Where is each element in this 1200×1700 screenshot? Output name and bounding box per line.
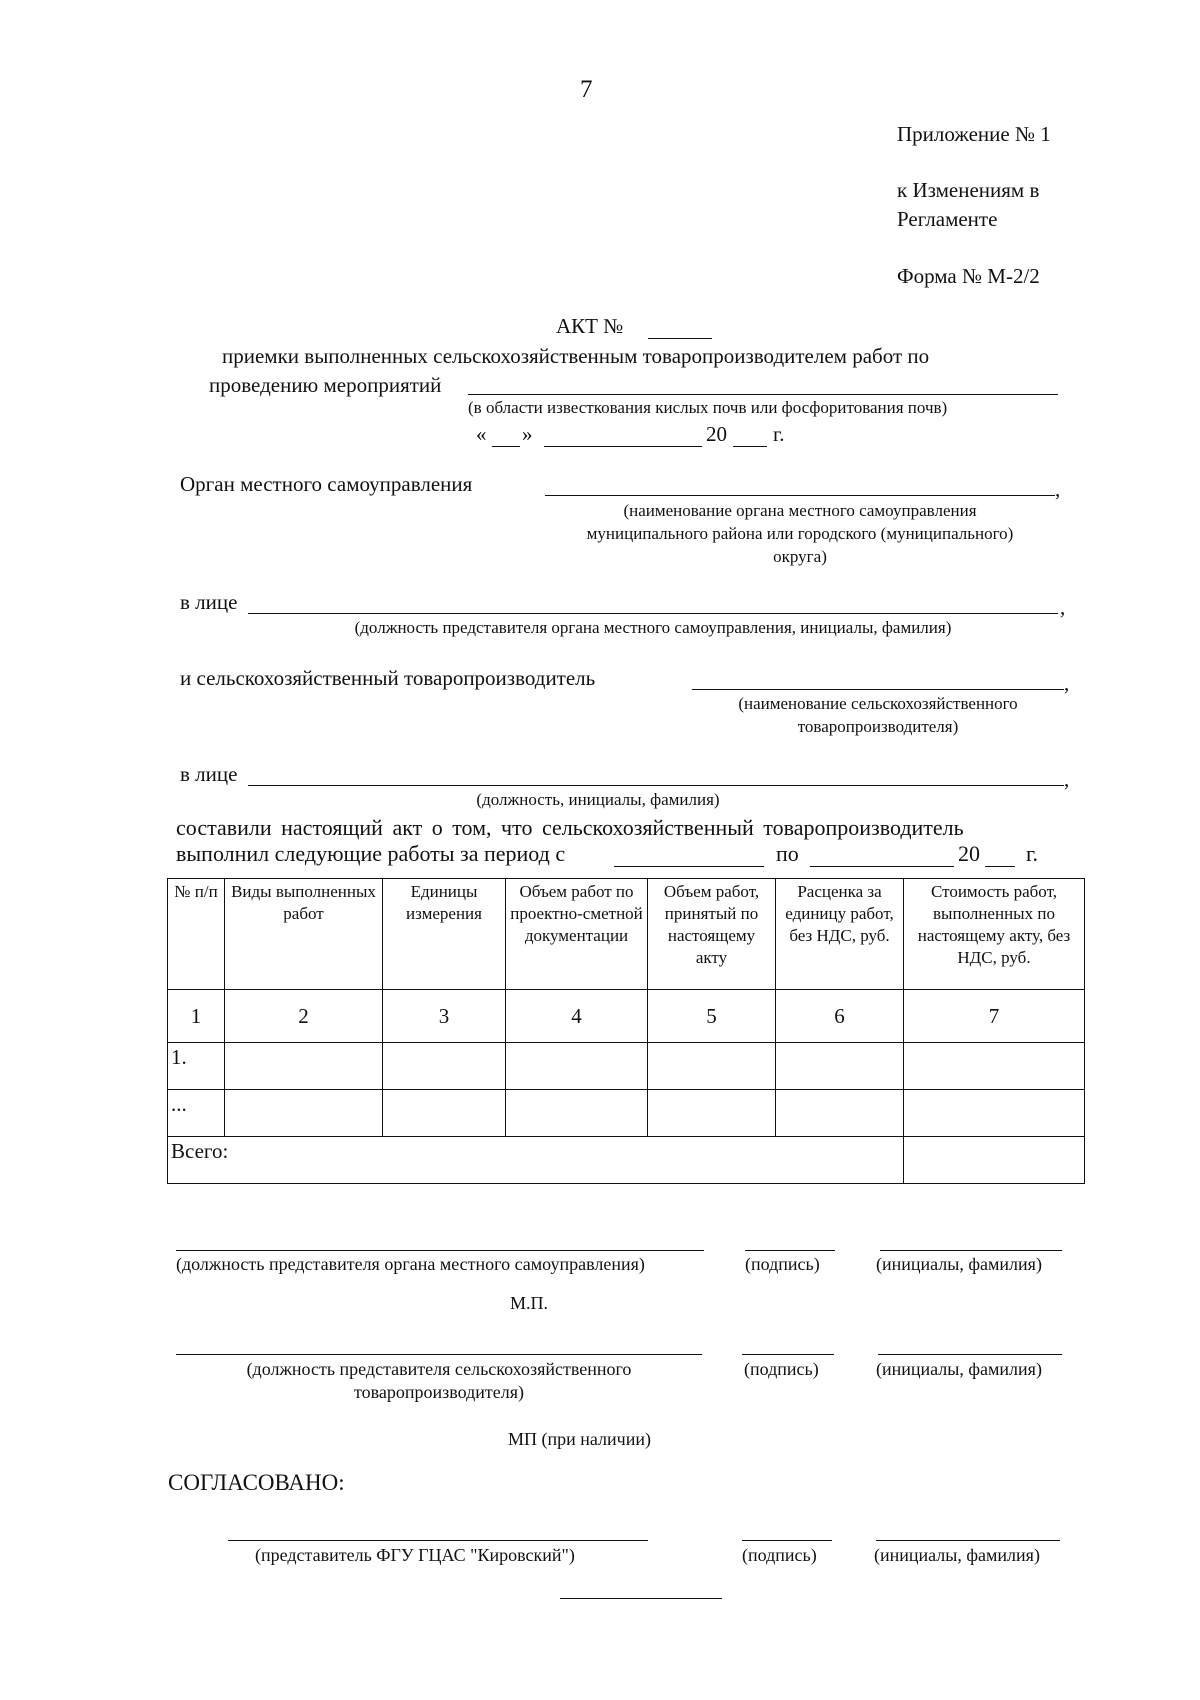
agreed-label: СОГЛАСОВАНО:	[168, 1470, 345, 1495]
table-cell[interactable]	[776, 1090, 904, 1137]
column-number: 7	[904, 990, 1085, 1043]
fgu-initials-hint: (инициалы, фамилия)	[874, 1545, 1040, 1565]
works-table	[167, 878, 1085, 1184]
date-year-suffix: г.	[773, 422, 785, 446]
header-cell: Объем работ, принятый по настоящему акту	[648, 879, 776, 990]
column-number: 4	[506, 990, 648, 1043]
producer-position-line[interactable]	[176, 1354, 702, 1355]
column-number: 3	[383, 990, 506, 1043]
act-subtitle-line1: приемки выполненных сельскохозяйственным товаропроизводителем работ по	[222, 344, 930, 368]
table-header-row	[168, 879, 1085, 990]
producer-hint-line2: товаропроизводителя)	[797, 717, 959, 736]
date-month-line[interactable]	[544, 446, 702, 447]
authority-position-line[interactable]	[176, 1250, 704, 1251]
fgu-initials-line[interactable]	[876, 1540, 1060, 1541]
table-cell[interactable]	[776, 1043, 904, 1090]
producer-initials-hint: (инициалы, фамилия)	[876, 1359, 1042, 1379]
total-value-cell[interactable]	[904, 1137, 1085, 1184]
statement-line2: выполнил следующие работы за период с	[176, 841, 566, 866]
page-number: 7	[580, 76, 593, 103]
table-row	[168, 1043, 1085, 1090]
period-to-line[interactable]	[810, 866, 954, 867]
person2-label: в лице	[180, 762, 238, 786]
row-index: ...	[168, 1090, 225, 1137]
measures-line[interactable]	[468, 394, 1058, 395]
authority-label: Орган местного самоуправления	[180, 472, 473, 496]
person2-hint: (должность, инициалы, фамилия)	[476, 790, 720, 809]
period-to-label: по	[776, 841, 799, 866]
person1-hint: (должность представителя органа местного самоуправления, инициалы, фамилия)	[354, 618, 952, 637]
table-cell[interactable]	[506, 1090, 648, 1137]
producer-initials-line[interactable]	[878, 1354, 1062, 1355]
producer-signature-line[interactable]	[742, 1354, 834, 1355]
form-number: Форма № М-2/2	[897, 264, 1040, 288]
authority-position-hint: (должность представителя органа местного самоуправления)	[176, 1254, 645, 1274]
person1-line[interactable]	[248, 613, 1058, 614]
table-cell[interactable]	[648, 1090, 776, 1137]
date-year-prefix: 20	[706, 422, 727, 446]
table-cell[interactable]	[383, 1043, 506, 1090]
act-title: АКТ №	[556, 314, 624, 338]
authority-initials-hint: (инициалы, фамилия)	[876, 1254, 1042, 1274]
person1-label: в лице	[180, 590, 238, 614]
stamp-optional-label: МП (при наличии)	[508, 1429, 651, 1449]
producer-label: и сельскохозяйственный товаропроизводитель	[180, 666, 596, 690]
header-cell: Единицы измерения	[383, 879, 506, 990]
changes-label-line1: к Изменениям в	[897, 178, 1040, 202]
authority-hint-line2: муниципального района или городского (муниципального)	[586, 524, 1014, 543]
table-row	[168, 1090, 1085, 1137]
header-cell: Объем работ по проектно-сметной документации	[506, 879, 648, 990]
producer-signature-hint: (подпись)	[744, 1359, 819, 1379]
column-number: 2	[225, 990, 383, 1043]
authority-line[interactable]	[545, 495, 1055, 496]
table-cell[interactable]	[904, 1043, 1085, 1090]
appendix-label: Приложение № 1	[897, 122, 1051, 146]
producer-position-hint-line1: (должность представителя сельскохозяйственного	[246, 1359, 632, 1379]
date-open-quote: «	[476, 422, 487, 446]
table-cell[interactable]	[225, 1090, 383, 1137]
fgu-rep-hint: (представитель ФГУ ГЦАС "Кировский")	[255, 1545, 575, 1565]
authority-initials-line[interactable]	[880, 1250, 1062, 1251]
table-number-row	[168, 990, 1085, 1043]
period-year-suffix: г.	[1026, 841, 1039, 866]
table-cell[interactable]	[225, 1043, 383, 1090]
fgu-signature-hint: (подпись)	[742, 1545, 817, 1565]
act-subtitle-line2: проведению мероприятий	[209, 373, 442, 397]
period-year-prefix: 20	[958, 841, 980, 866]
producer-hint-line1: (наименование сельскохозяйственного	[738, 694, 1018, 713]
date-close-quote: »	[522, 422, 533, 446]
column-number: 1	[168, 990, 225, 1043]
bottom-rule	[560, 1598, 722, 1599]
header-cell: Расценка за единицу работ, без НДС, руб.	[776, 879, 904, 990]
row-index: 1.	[168, 1043, 225, 1090]
authority-hint-line3: округа)	[773, 547, 827, 566]
header-cell: Виды выполненных работ	[225, 879, 383, 990]
table-total-row	[168, 1137, 1085, 1184]
statement-line1: составили настоящий акт о том, что сельскохозяйственный товаропроизводитель	[176, 815, 964, 840]
table-cell[interactable]	[904, 1090, 1085, 1137]
column-number: 6	[776, 990, 904, 1043]
period-year-line[interactable]	[985, 866, 1015, 867]
changes-label-line2: Регламенте	[897, 207, 998, 231]
stamp-label: М.П.	[510, 1293, 549, 1313]
authority-signature-hint: (подпись)	[745, 1254, 820, 1274]
authority-hint-line1: (наименование органа местного самоуправления	[623, 501, 977, 520]
period-from-line[interactable]	[614, 866, 764, 867]
header-cell: Стоимость работ, выполненных по настоящему акту, без НДС, руб.	[904, 879, 1085, 990]
date-day-line[interactable]	[492, 446, 520, 447]
date-year-line[interactable]	[733, 446, 767, 447]
header-cell: № п/п	[168, 879, 225, 990]
fgu-signature-line[interactable]	[742, 1540, 832, 1541]
act-number-line[interactable]	[648, 338, 712, 339]
producer-line[interactable]	[692, 689, 1064, 690]
fgu-rep-line[interactable]	[228, 1540, 648, 1541]
column-number: 5	[648, 990, 776, 1043]
producer-position-hint-line2: товаропроизводителя)	[353, 1382, 524, 1402]
measures-hint: (в области известкования кислых почв или фосфоритования почв)	[468, 398, 948, 417]
table-cell[interactable]	[506, 1043, 648, 1090]
authority-signature-line[interactable]	[745, 1250, 835, 1251]
person2-line[interactable]	[248, 785, 1064, 786]
table-cell[interactable]	[648, 1043, 776, 1090]
table-cell[interactable]	[383, 1090, 506, 1137]
total-label: Всего:	[168, 1137, 904, 1184]
